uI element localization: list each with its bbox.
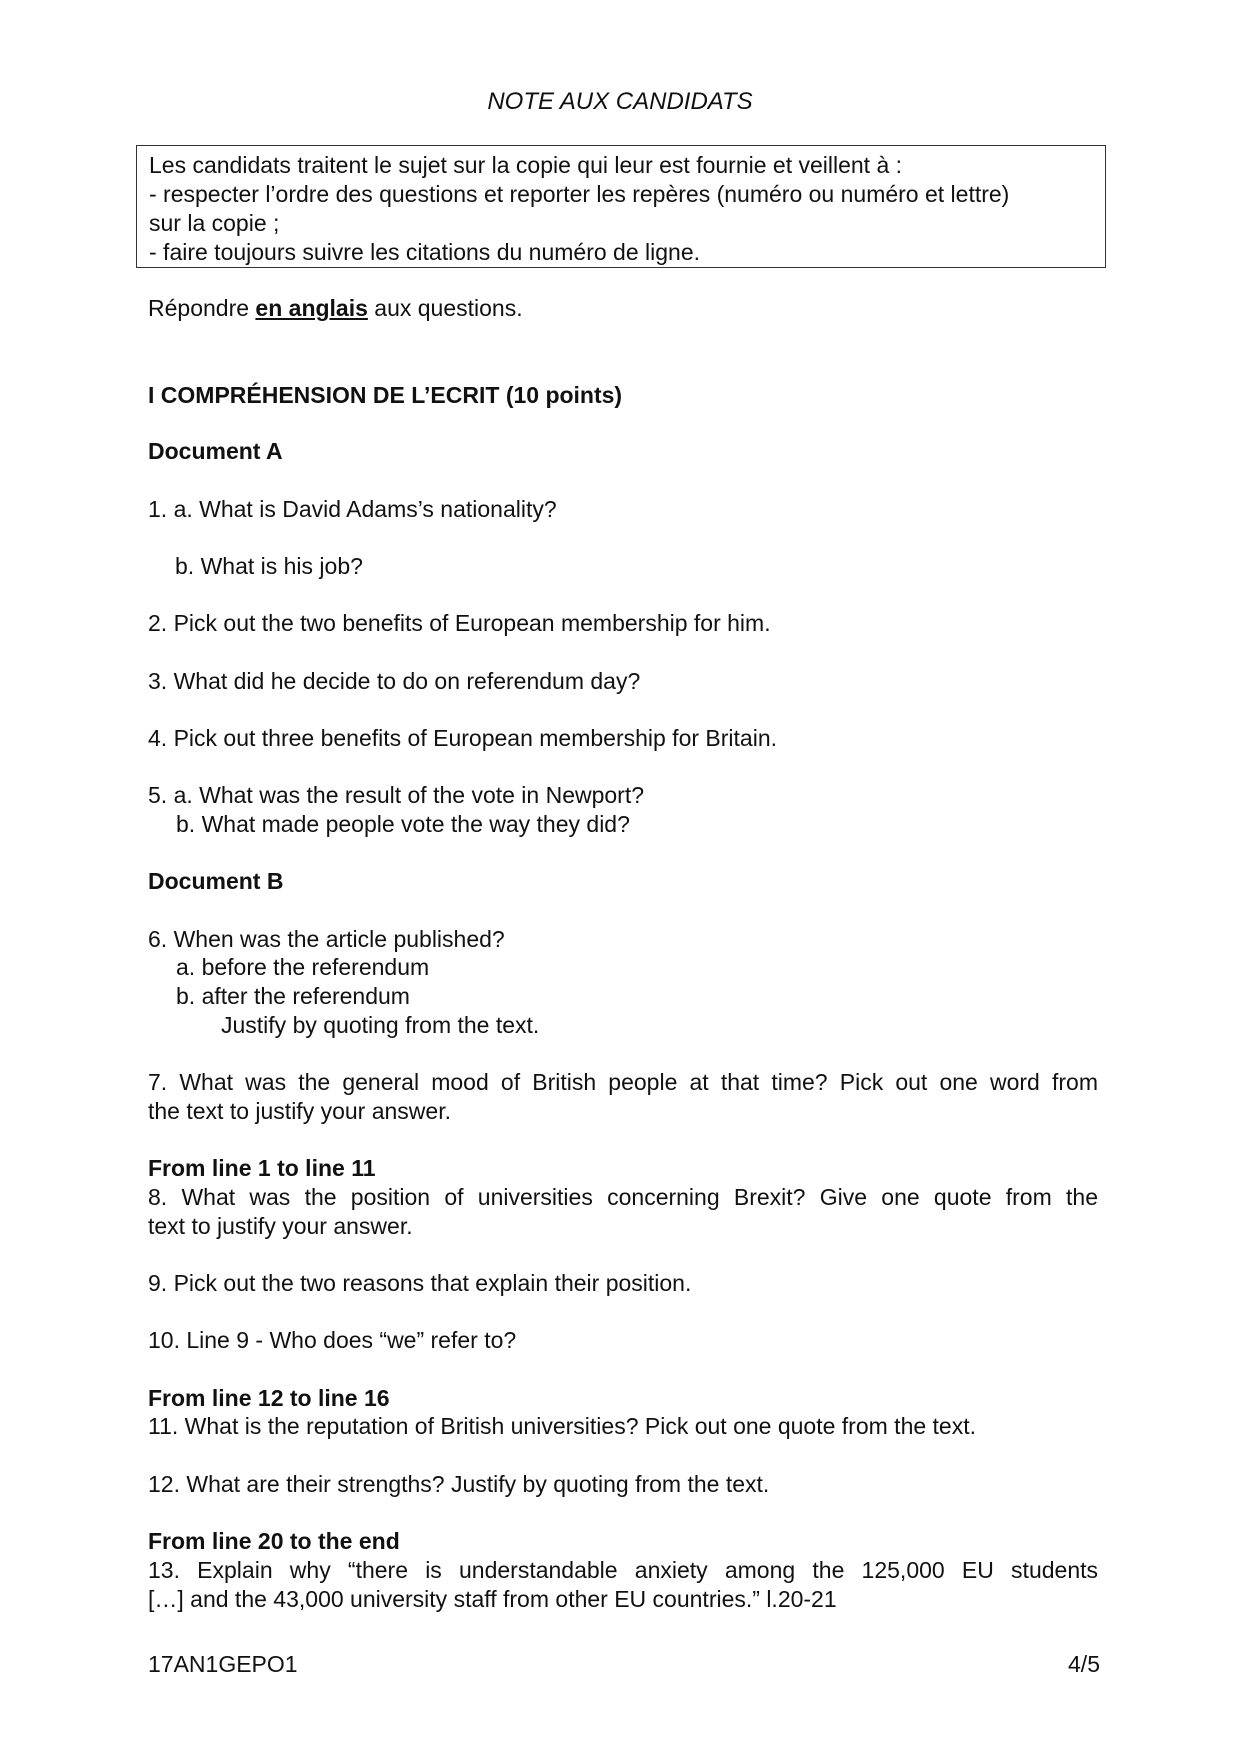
page-number: 4/5 [1068, 1651, 1100, 1677]
section-title: I COMPRÉHENSION DE L’ECRIT (10 points) [148, 382, 623, 408]
question-6-justify: Justify by quoting from the text. [221, 1012, 540, 1038]
question-7 [148, 1068, 1098, 1126]
section-lines-12-16: From line 12 to line 16 [148, 1385, 390, 1411]
question-1a: 1. a. What is David Adams’s nationality? [148, 496, 557, 522]
question-8-line: text to justify your answer. [148, 1213, 413, 1239]
notice-line: Les candidats traitent le sujet sur la copie qui leur est fournie et veillent à : [149, 152, 903, 178]
question-5b: b. What made people vote the way they did? [176, 811, 630, 837]
question-5a: 5. a. What was the result of the vote in Newport? [148, 782, 645, 808]
document-a-heading: Document A [148, 438, 283, 464]
question-8 [148, 1183, 1098, 1241]
question-13 [148, 1556, 1098, 1614]
question-12: 12. What are their strengths? Justify by quoting from the text. [148, 1471, 770, 1497]
question-6b: b. after the referendum [176, 983, 410, 1009]
question-2: 2. Pick out the two benefits of European membership for him. [148, 610, 771, 636]
question-7-line: the text to justify your answer. [148, 1098, 451, 1124]
question-13-line: 13. Explain why “there is understandable anxiety among the 125,000 EU students [148, 1557, 1098, 1583]
section-lines-20-end: From line 20 to the end [148, 1528, 400, 1554]
notice-line: - faire toujours suivre les citations du numéro de ligne. [149, 239, 701, 265]
document-b-heading: Document B [148, 868, 284, 894]
question-13-line: […] and the 43,000 university staff from other EU countries.” l.20-21 [148, 1586, 837, 1612]
question-1b: b. What is his job? [175, 553, 363, 579]
notice-line: - respecter l’ordre des questions et reporter les repères (numéro ou numéro et lettre) [149, 181, 1010, 207]
notice-line: sur la copie ; [149, 210, 280, 236]
question-4: 4. Pick out three benefits of European membership for Britain. [148, 725, 777, 751]
question-9: 9. Pick out the two reasons that explain their position. [148, 1270, 692, 1296]
instruction-text: aux questions. [367, 295, 523, 321]
question-3: 3. What did he decide to do on referendum day? [148, 668, 641, 694]
answer-language-instruction [148, 294, 523, 323]
instruction-text: Répondre [148, 295, 256, 321]
instruction-emphasis: en anglais [255, 295, 368, 321]
question-7-line: 7. What was the general mood of British people at that time? Pick out one word from [148, 1069, 1098, 1095]
question-10: 10. Line 9 - Who does “we” refer to? [148, 1327, 517, 1353]
subject-code: 17AN1GEPO1 [148, 1651, 298, 1677]
page-title: NOTE AUX CANDIDATS [487, 88, 753, 115]
question-6a: a. before the referendum [176, 954, 430, 980]
question-11: 11. What is the reputation of British universities? Pick out one quote from the text. [148, 1413, 976, 1439]
candidate-notice-box [136, 145, 1106, 268]
question-8-line: 8. What was the position of universities concerning Brexit? Give one quote from the [148, 1184, 1098, 1210]
question-6: 6. When was the article published? [148, 926, 505, 952]
section-lines-1-11: From line 1 to line 11 [148, 1155, 376, 1181]
